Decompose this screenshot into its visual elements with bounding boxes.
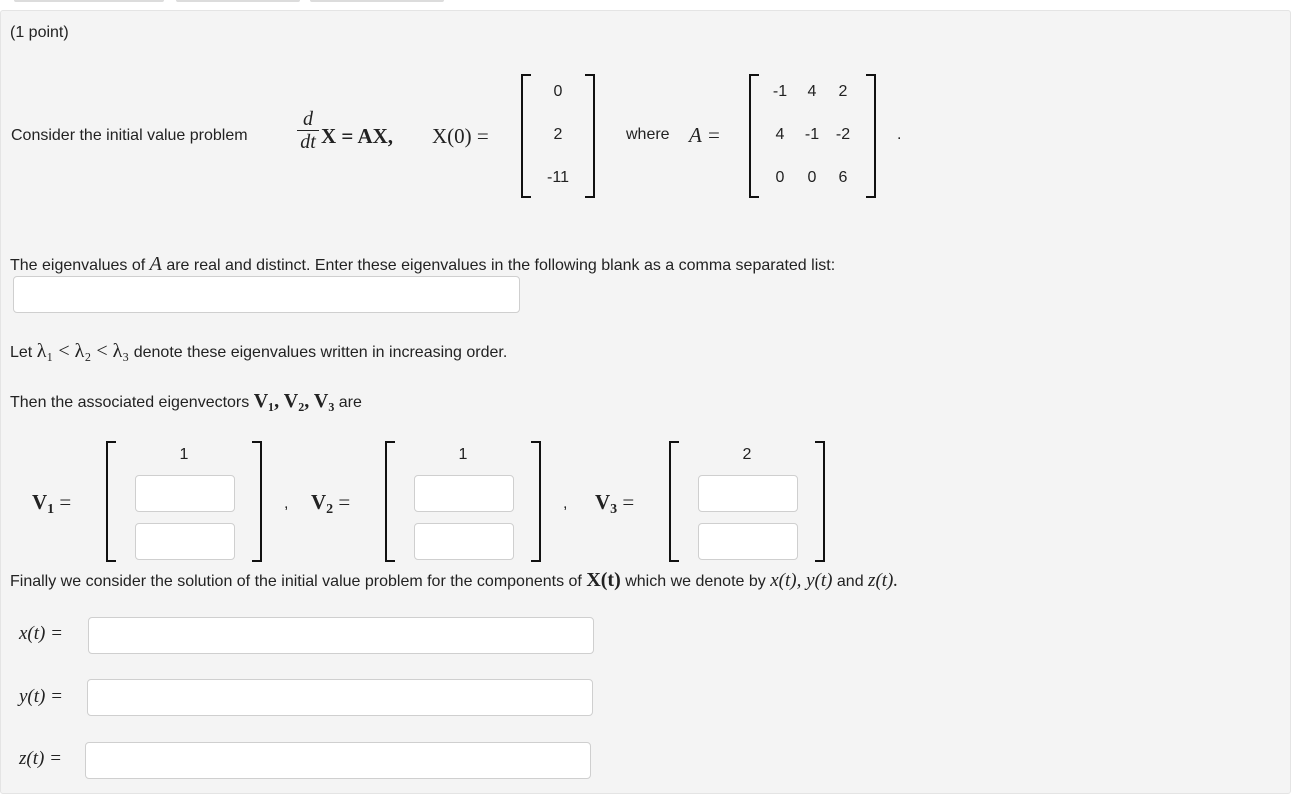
matrix-cell: -1	[772, 83, 788, 100]
v3-left-bracket	[669, 441, 679, 562]
eigenvectors-text-after: are	[338, 394, 362, 411]
where-text: where	[626, 126, 670, 143]
matrix-symbol: A	[689, 123, 702, 147]
v1-left-bracket	[106, 441, 116, 562]
ordering-line	[10, 340, 507, 363]
tab-2[interactable]	[176, 0, 300, 2]
v3-top-entry: 2	[742, 446, 752, 463]
matrix-cell: 4	[807, 83, 817, 100]
derivative-denominator: dt	[300, 131, 316, 153]
v2-label: $V_2$ =	[311, 490, 351, 517]
y-input[interactable]	[87, 679, 593, 716]
eigenvalues-symbol: A	[149, 253, 162, 275]
derivative-numerator: d	[303, 108, 313, 130]
solution-z: z(t).	[868, 570, 899, 591]
initial-condition-lhs: X(0) =	[432, 124, 489, 148]
ode-rhs: X = AX,	[321, 124, 394, 148]
v3-subscript: 3	[610, 502, 618, 517]
solution-text-before: Finally we consider the solution of the initial value problem for the components of	[10, 573, 582, 590]
derivative-fraction	[297, 109, 319, 152]
points-label: (1 point)	[10, 24, 69, 41]
v2-top-entry: 1	[458, 446, 468, 463]
v3-entry-2-input[interactable]	[698, 475, 798, 512]
v2-right-bracket	[531, 441, 541, 562]
ordering-math: λ₁ < λ₂ < λ₃	[36, 340, 130, 362]
v2-subscript: 2	[326, 502, 334, 517]
matrix-cell: -2	[835, 126, 851, 143]
solution-Xt: X(t)	[586, 569, 621, 591]
initial-vector-entry: 2	[553, 126, 563, 143]
matrix-cell: 0	[775, 169, 785, 186]
separator-comma: ,	[563, 495, 568, 512]
solution-text-mid: which we denote by	[625, 573, 766, 590]
v2-entry-2-input[interactable]	[414, 475, 514, 512]
eigenvectors-math: V₁, V₂, V₃	[253, 390, 335, 412]
matrix-right-bracket	[866, 74, 876, 198]
v3-letter: V	[595, 490, 611, 514]
separator-comma: ,	[284, 495, 289, 512]
initial-vector-entry: 0	[553, 83, 563, 100]
tab-3[interactable]	[310, 0, 444, 2]
x-label: x(t) =	[19, 623, 63, 644]
matrix-cell: 0	[807, 169, 817, 186]
initial-vector-entry: -11	[547, 169, 569, 186]
matrix-cell: 4	[775, 126, 785, 143]
v3-right-bracket	[815, 441, 825, 562]
intro-text: Consider the initial value problem	[11, 127, 248, 144]
v1-top-entry: 1	[179, 446, 189, 463]
equals-sign: =	[708, 123, 720, 147]
trailing-period: .	[897, 126, 902, 143]
eigenvalues-text-after: are real and distinct. Enter these eigenvalues in the following blank as a comma separated list:	[166, 257, 836, 274]
solution-prompt	[10, 569, 898, 592]
ordering-text-before: Let	[10, 344, 33, 361]
matrix-cell: 6	[838, 169, 848, 186]
matrix-cell: -1	[804, 126, 820, 143]
initial-vector-right-bracket	[585, 74, 595, 198]
v1-letter: V	[32, 490, 48, 514]
x-input[interactable]	[88, 617, 594, 654]
eigenvalues-prompt	[10, 253, 835, 276]
solution-and-text: and	[836, 573, 864, 590]
v1-entry-3-input[interactable]	[135, 523, 235, 560]
eigenvalues-text-before: The eigenvalues of	[10, 257, 146, 274]
eigenvalues-input[interactable]	[13, 276, 520, 313]
eigenvectors-text-before: Then the associated eigenvectors	[10, 394, 250, 411]
v3-label: $V_3$ =	[595, 490, 635, 517]
v1-label: $V_1$ =	[32, 490, 72, 517]
z-input[interactable]	[85, 742, 591, 779]
z-label: z(t) =	[19, 748, 62, 769]
ordering-text-after: denote these eigenvalues written in increasing order.	[133, 344, 508, 361]
initial-vector-left-bracket	[521, 74, 531, 198]
tab-1[interactable]	[14, 0, 164, 2]
v2-letter: V	[311, 490, 327, 514]
y-label: y(t) =	[19, 686, 63, 707]
v3-entry-3-input[interactable]	[698, 523, 798, 560]
v1-entry-2-input[interactable]	[135, 475, 235, 512]
eigenvectors-intro	[10, 390, 362, 413]
v1-right-bracket	[252, 441, 262, 562]
v2-entry-3-input[interactable]	[414, 523, 514, 560]
matrix-left-bracket	[749, 74, 759, 198]
v1-subscript: 1	[47, 502, 55, 517]
v2-left-bracket	[385, 441, 395, 562]
solution-components: x(t), y(t)	[770, 570, 833, 591]
matrix-cell: 2	[838, 83, 848, 100]
